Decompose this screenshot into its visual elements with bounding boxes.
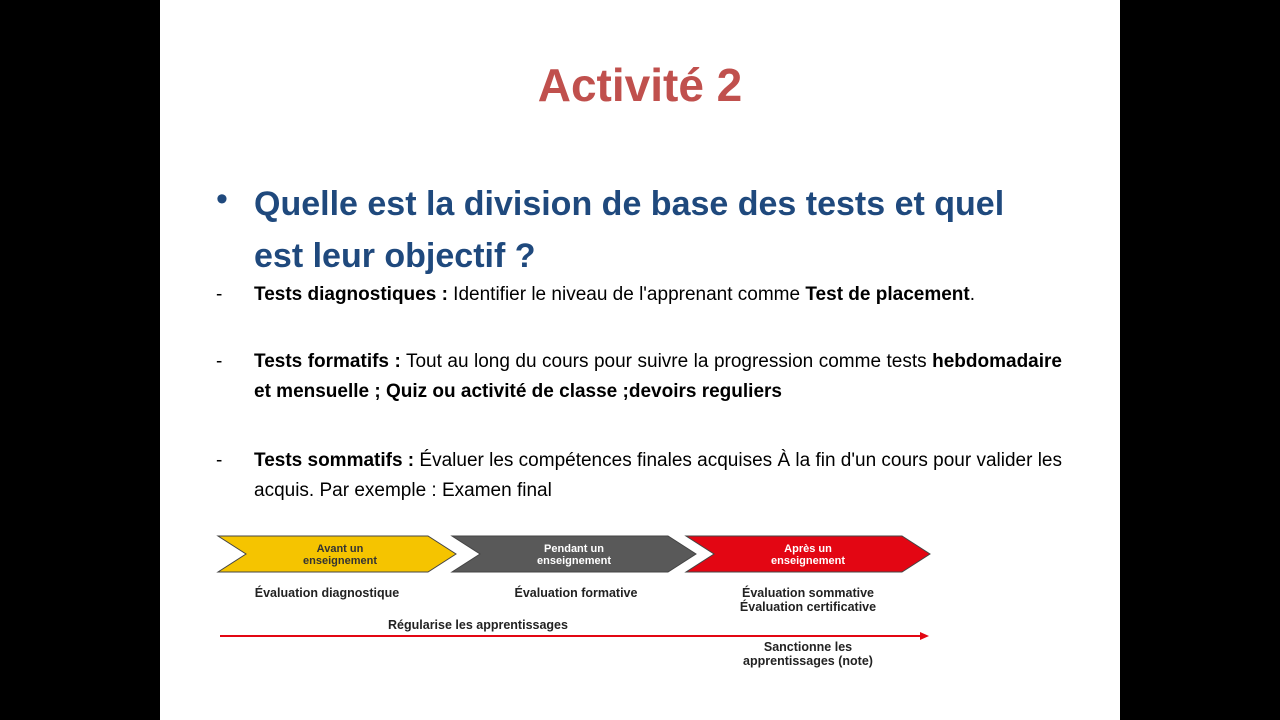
item-text: Identifier le niveau de l'apprenant comme — [447, 284, 806, 305]
arrow-after-label-2: enseignement — [771, 555, 845, 567]
slide-title: Activité 2 — [537, 59, 743, 111]
bottom-label-1: Sanctionne les — [763, 640, 853, 654]
slide — [160, 0, 1120, 720]
line-label: Régularise les apprentissages — [388, 618, 568, 632]
dash-icon: - — [216, 351, 223, 372]
list-item — [254, 446, 1062, 506]
item-text: Tout au long du cours pour suivre la progression comme tests — [400, 351, 933, 372]
bottom-label-2: apprentissages (note) — [743, 654, 873, 668]
arrow-before-label-1: Avant un — [316, 543, 364, 555]
list-item — [254, 280, 1062, 310]
label-diagnostique: Évaluation diagnostique — [254, 586, 400, 600]
label-formative: Évaluation formative — [514, 586, 638, 600]
label-sommative: Évaluation sommative — [742, 586, 874, 600]
dash-icon: - — [216, 284, 223, 305]
label-certificative: Évaluation certificative — [739, 600, 877, 614]
question-text: Quelle est la division de base des tests et quel est leur objectif ? — [254, 185, 1005, 275]
item-bold: Test de placement — [805, 284, 970, 305]
progress-line-arrowhead-icon — [920, 632, 929, 640]
item-tail: . — [969, 284, 976, 305]
arrow-during-label-2: enseignement — [537, 555, 611, 567]
dash-icon: - — [216, 450, 223, 471]
item-lead: Tests formatifs : — [254, 351, 401, 372]
item-lead: Tests diagnostiques : — [254, 284, 448, 305]
list-item — [254, 347, 1062, 407]
arrow-after-label-1: Après un — [784, 543, 832, 555]
evaluation-timeline-diagram — [216, 530, 936, 680]
item-text: Évaluer les compétences finales acquises À la fin d'un cours pour valider les acquis. Par exemple : Examen final — [254, 450, 1062, 501]
arrow-before-label-2: enseignement — [303, 555, 377, 567]
arrow-during-label-1: Pendant un — [544, 543, 604, 555]
item-lead: Tests sommatifs : — [254, 450, 415, 471]
item-bold: hebdomadaire et mensuelle ; Quiz ou activité de classe ;devoirs reguliers — [254, 351, 1062, 402]
bullet-dot-icon: • — [216, 180, 228, 218]
